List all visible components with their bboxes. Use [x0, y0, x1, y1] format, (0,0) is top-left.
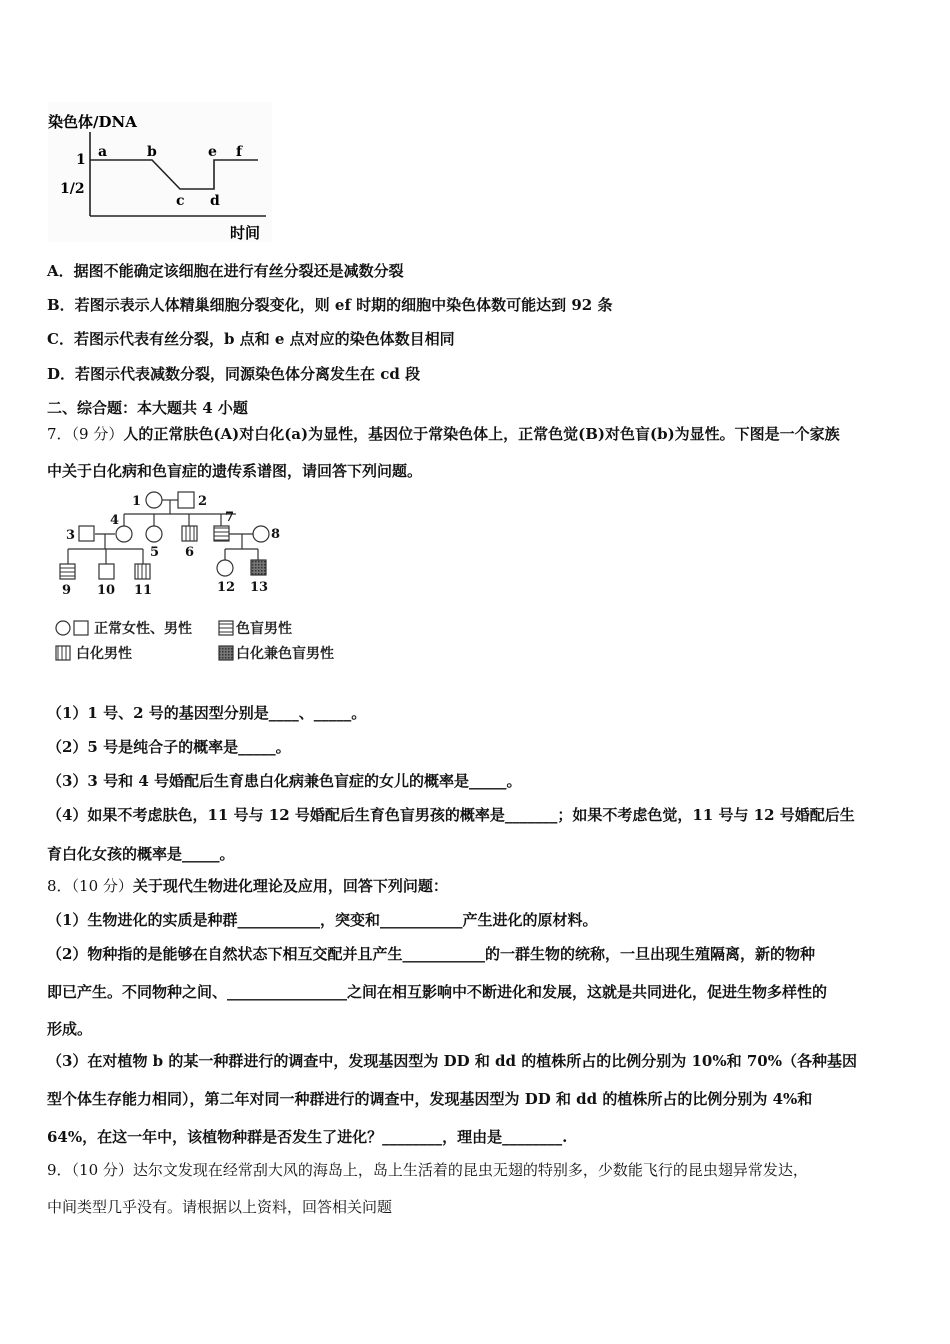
- label-7: 7: [225, 510, 235, 525]
- label-10: 10: [97, 583, 116, 598]
- person-12: [217, 560, 233, 576]
- q7-sub2: （2）5 号是纯合子的概率是_____。: [47, 738, 291, 756]
- q8-sub2-line2: 即已产生。不同物种之间、________________之间在相互影响中不断进化和发展，这就是共同进化，促进生物多样性的: [47, 983, 828, 1001]
- legend-both-icon: [219, 646, 233, 660]
- q7-sub3: （3）3 号和 4 号婚配后生育患白化病兼色盲症的女儿的概率是_____。: [47, 772, 522, 790]
- legend-colorblind-icon: [219, 621, 233, 635]
- q8-sub3-line1: （3）在对植物 b 的某一种群进行的调查中，发现基因型为 DD 和 dd 的植株所占的比例分别为 10%和 70%（各种基因: [47, 1052, 857, 1070]
- q9-line2: 中间类型几乎没有。请根据以上资料，回答相关问题: [47, 1198, 393, 1216]
- point-e: e: [208, 144, 217, 160]
- q7-stem-line2: 中关于白化病和色盲症的遗传系谱图，请回答下列问题。: [47, 462, 423, 480]
- person-2: [178, 492, 194, 508]
- graph-xlabel: 时间: [230, 224, 261, 242]
- label-6: 6: [185, 545, 195, 560]
- point-c: c: [176, 193, 185, 209]
- point-b: b: [147, 144, 157, 160]
- q8-number: 8．（10 分）: [47, 877, 133, 895]
- ytick-1: 1: [76, 152, 86, 168]
- person-13: [251, 560, 266, 575]
- option-b: B．若图示表示人体精巢细胞分裂变化，则 ef 时期的细胞中染色体数可能达到 92 条: [47, 296, 613, 314]
- legend-colorblind-label: 色盲男性: [236, 621, 292, 637]
- q8-sub1: （1）生物进化的实质是种群___________，突变和___________产生进化的原材料。: [47, 911, 598, 929]
- option-a: A．据图不能确定该细胞在进行有丝分裂还是减数分裂: [47, 262, 404, 280]
- q7-stem-text: 人的正常肤色(A)对白化(a)为显性，基因位于常染色体上，正常色觉(B)对色盲(b)为显性。下图是一个家族: [123, 425, 840, 443]
- label-9: 9: [62, 583, 72, 598]
- q8-sub2-line3: 形成。: [47, 1020, 93, 1038]
- section-title: 二、综合题：本大题共 4 小题: [47, 399, 248, 417]
- option-d: D．若图示代表减数分裂，同源染色体分离发生在 cd 段: [47, 365, 421, 383]
- graph-ylabel: 染色体/DNA: [48, 113, 137, 131]
- person-1: [146, 492, 162, 508]
- q8-stem-text: 关于现代生物进化理论及应用，回答下列问题：: [132, 877, 448, 895]
- person-8: [253, 526, 269, 542]
- ytick-half: 1/2: [60, 181, 85, 197]
- q7-sub4-line2: 育白化女孩的概率是_____。: [47, 845, 235, 863]
- legend-albino-label: 白化男性: [76, 646, 132, 662]
- q8-sub2-line1: （2）物种指的是能够在自然状态下相互交配并且产生___________的一群生物的统称，一旦出现生殖隔离，新的物种: [47, 945, 815, 963]
- point-f: f: [236, 144, 243, 160]
- q8-stem: [47, 876, 448, 896]
- option-c: C．若图示代表有丝分裂，b 点和 e 点对应的染色体数目相同: [47, 330, 455, 348]
- person-11: [135, 564, 150, 579]
- q9-line1: 9．（10 分）达尔文发现在经常刮大风的海岛上，岛上生活着的昆虫无翅的特别多，少数能飞行的昆虫翅异常发达，: [47, 1161, 808, 1179]
- label-2: 2: [198, 494, 208, 509]
- person-3: [79, 526, 94, 541]
- person-7: [214, 526, 229, 541]
- q7-sub1: （1）1 号、2 号的基因型分别是____、_____。: [47, 704, 367, 722]
- label-1: 1: [132, 494, 142, 509]
- person-6: [182, 526, 197, 541]
- point-d: d: [210, 193, 220, 209]
- person-9: [60, 564, 75, 579]
- person-5: [146, 526, 162, 542]
- q7-number: 7．（9 分）: [47, 425, 124, 443]
- label-3: 3: [66, 528, 76, 543]
- pedigree-chart: [48, 486, 358, 668]
- q7-sub4-line1: （4）如果不考虑肤色，11 号与 12 号婚配后生育色盲男孩的概率是_______；如果不考虑色觉，11 号与 12 号婚配后生: [47, 806, 855, 824]
- point-a: a: [98, 144, 108, 160]
- q7-stem-line1: [47, 424, 840, 444]
- label-12: 12: [217, 580, 236, 595]
- label-4: 4: [110, 513, 120, 528]
- q8-sub3-line3: 64%，在这一年中，该植物种群是否发生了进化？________，理由是________.: [47, 1128, 568, 1146]
- legend-normal-male-icon: [74, 621, 88, 635]
- legend-normal-label: 正常女性、男性: [94, 621, 192, 637]
- person-10: [99, 564, 114, 579]
- label-5: 5: [150, 545, 160, 560]
- legend-albino-icon: [56, 646, 70, 660]
- chromosome-dna-graph: [40, 100, 280, 245]
- q8-sub3-line2: 型个体生存能力相同），第二年对同一种群进行的调查中，发现基因型为 DD 和 dd 的植株所占的比例分别为 4%和: [47, 1090, 813, 1108]
- person-4: [116, 526, 132, 542]
- legend-normal-female-icon: [56, 621, 70, 635]
- label-11: 11: [134, 583, 153, 598]
- legend-both-label: 白化兼色盲男性: [236, 646, 334, 662]
- label-13: 13: [250, 580, 269, 595]
- label-8: 8: [271, 527, 281, 542]
